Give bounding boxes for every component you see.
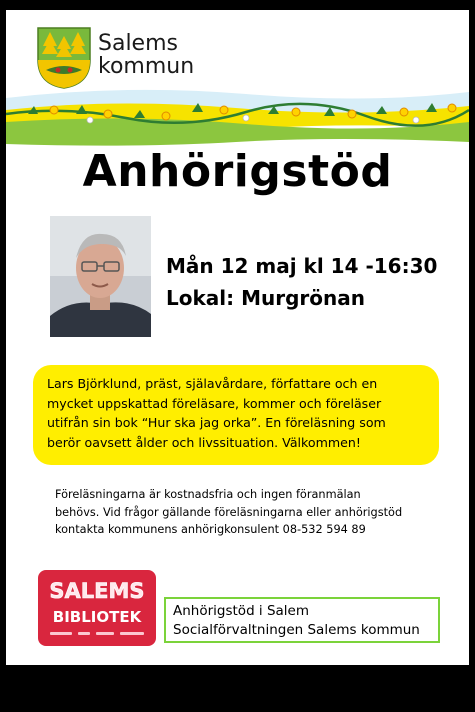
municipality-name [98, 32, 194, 78]
description-line-3: utifrån sin bok “Hur ska jag orka”. En föreläsning som [47, 415, 386, 430]
note-line-2: behövs. Vid frågor gällande föreläsningarna eller anhörigstöd [55, 505, 403, 519]
description-box [33, 365, 439, 465]
event-details [166, 250, 437, 314]
contact-line-2: Socialförvaltningen Salems kommun [173, 622, 420, 638]
salems-bibliotek-logo [38, 570, 156, 646]
decorative-vine-banner [6, 84, 469, 146]
information-note [55, 486, 435, 539]
municipality-line-1: Salems [98, 31, 178, 56]
municipality-line-2: kommun [98, 54, 195, 79]
event-location: Lokal: Murgrönan [166, 286, 365, 310]
note-line-1: Föreläsningarna är kostnadsfria och ingen föranmälan [55, 488, 361, 501]
description-line-2: mycket uppskattad föreläsare, kommer och föreläser [47, 395, 382, 411]
poster-title: Anhörigstöd [82, 146, 393, 197]
contact-box [164, 597, 440, 643]
speaker-photo [50, 216, 151, 337]
poster [6, 10, 469, 665]
library-logo-line-1: SALEMS [49, 579, 145, 603]
description-line-1: Lars Björklund, präst, själavårdare, författare och en [47, 376, 378, 391]
note-line-3: kontakta kommunens anhörigkonsulent 08-532 594 89 [55, 523, 366, 536]
library-logo-line-2: BIBLIOTEK [52, 608, 142, 626]
description-line-4: berör oavsett ålder och livssituation. Välkommen! [47, 434, 361, 450]
contact-line-1: Anhörigstöd i Salem [173, 603, 310, 619]
event-date-time: Mån 12 maj kl 14 -16:30 [166, 254, 438, 278]
salem-coat-of-arms-icon [36, 26, 92, 90]
